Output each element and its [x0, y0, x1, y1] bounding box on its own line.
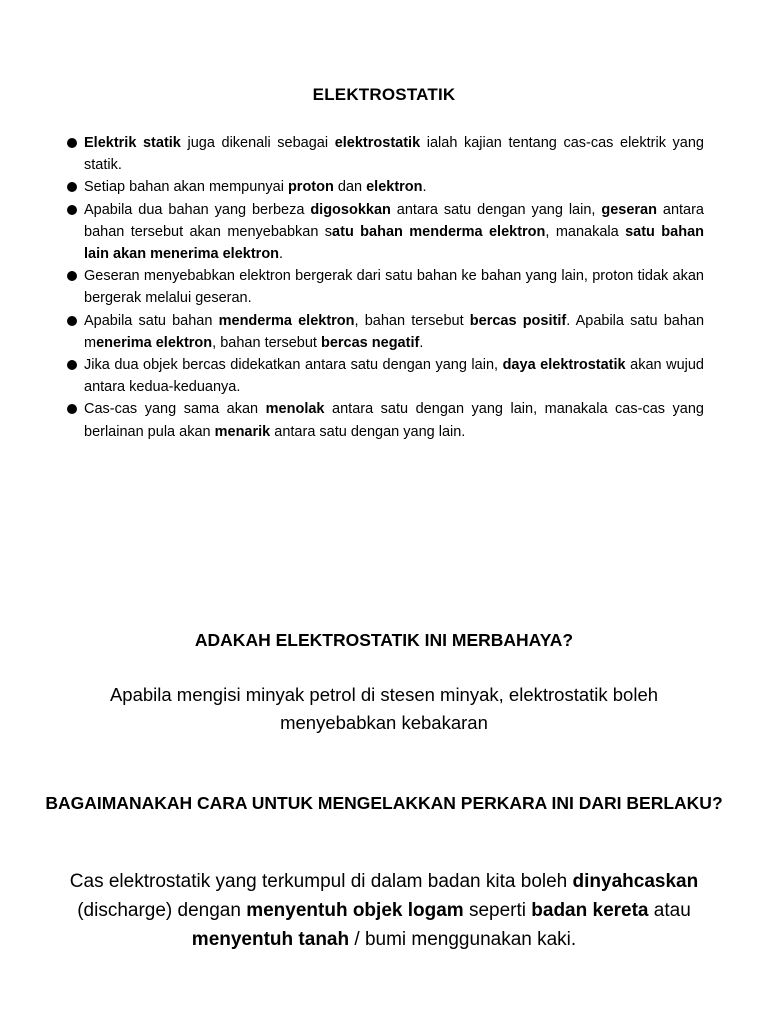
text: antara satu dengan yang lain, manakala cas-cas yang berlainan pula akan [84, 401, 704, 440]
bullet-icon [67, 271, 77, 281]
text: Apabila dua bahan yang berbeza [84, 201, 311, 218]
bold-text: menderma elektron [218, 312, 355, 329]
list-item [66, 176, 704, 198]
text: seperti [463, 900, 532, 921]
bold-text: satu bahan lain akan menerima elektron [84, 223, 704, 263]
text: , manakala [545, 223, 626, 240]
bold-text: elektrostatik [334, 135, 421, 151]
text: Geseran menyebabkan elektron bergerak dari satu bahan ke bahan yang lain, proton tidak akan bergerak melalui geseran. [84, 268, 704, 307]
text: . [422, 179, 427, 196]
bold-text: atu bahan menderma elektron [332, 223, 546, 240]
bullet-icon [67, 138, 77, 148]
text: antara bahan tersebut akan menyebabkan s [84, 201, 704, 240]
bullet-list [66, 132, 704, 443]
text: antara satu dengan yang lain, [390, 201, 602, 218]
bold-text: menarik [214, 423, 271, 440]
list-item [66, 199, 704, 266]
bullet-icon [67, 205, 77, 215]
text: , bahan tersebut [212, 334, 321, 351]
answer-paragraph-danger: Apabila mengisi minyak petrol di stesen minyak, elektrostatik boleh menyebabkan kebakaran [109, 684, 659, 733]
bold-text: Elektrik statik [84, 135, 181, 151]
list-item [66, 132, 704, 176]
bullet-icon [67, 404, 77, 414]
question-heading-danger: ADAKAH ELEKTROSTATIK INI MERBAHAYA? [194, 630, 574, 650]
text: / bumi menggunakan kaki. [349, 929, 577, 950]
bullet-icon [67, 182, 77, 192]
text: antara satu dengan yang lain. [270, 423, 466, 440]
text: akan wujud antara kedua-keduanya. [84, 357, 704, 396]
text: . [279, 246, 284, 263]
bold-text: bercas negatif [320, 334, 420, 351]
list-item [66, 398, 704, 442]
bold-text: menyentuh tanah [191, 929, 350, 950]
text: ialah kajian tentang cas-cas elektrik yang statik. [84, 135, 704, 174]
text: Jika dua objek bercas didekatkan antara satu dengan yang lain, [84, 357, 503, 374]
bold-text: bercas positif [469, 312, 567, 329]
bold-text: daya elektrostatik [502, 357, 626, 374]
bold-text: badan kereta [531, 900, 649, 921]
list-item [66, 354, 704, 398]
bold-text: enerima elektron [96, 334, 213, 351]
text: (discharge) dengan [77, 900, 247, 921]
question-heading-prevention: BAGAIMANAKAH CARA UNTUK MENGELAKKAN PERKARA INI DARI BERLAKU? [45, 793, 723, 813]
text: , bahan tersebut [354, 312, 470, 329]
text: juga dikenali sebagai [180, 135, 335, 151]
bold-text: proton [287, 179, 334, 196]
bold-text: dinyahcaskan [572, 871, 699, 892]
bullet-icon [67, 316, 77, 326]
list-item [66, 310, 704, 354]
text: atau [648, 900, 691, 921]
bold-text: menolak [265, 401, 325, 418]
answer-paragraph-prevention [60, 867, 708, 954]
text: Cas elektrostatik yang terkumpul di dalam badan kita boleh [69, 871, 573, 892]
text: dan [333, 179, 367, 196]
bold-text: geseran [601, 201, 657, 218]
text: . [419, 334, 424, 351]
text: Cas-cas yang sama akan [84, 401, 266, 418]
bold-text: elektron [366, 179, 423, 196]
bullet-icon [67, 360, 77, 370]
bold-text: menyentuh objek logam [246, 900, 464, 921]
text: Setiap bahan akan mempunyai [84, 179, 288, 196]
list-item [66, 265, 704, 309]
bold-text: digosokkan [310, 201, 391, 218]
text: Apabila satu bahan [84, 312, 219, 329]
text: . Apabila satu bahan m [84, 312, 705, 351]
page-title: ELEKTROSTATIK [312, 85, 456, 104]
